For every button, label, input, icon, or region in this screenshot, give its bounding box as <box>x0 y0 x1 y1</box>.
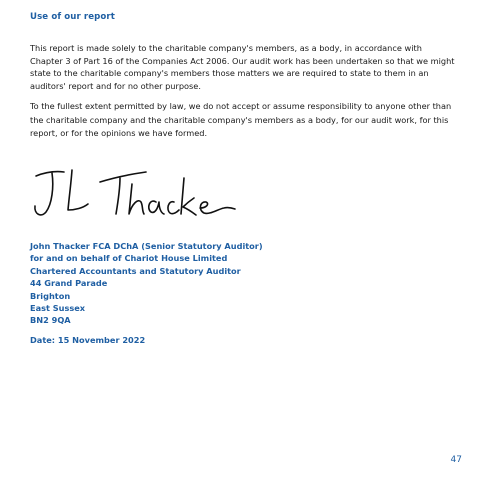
section-heading: Use of our report <box>30 12 115 22</box>
paragraph-use-of-report: This report is made solely to the charitable company's members, as a body, in accordance with Chapter 3 of Part 16 of the Companies Act 2006. Our audit work has been undertaken so that we might state to the charitable company's members those matters we are required to state to them in an auditors' report and for no other purpose. <box>30 43 455 91</box>
page-number: 47 <box>450 455 462 465</box>
auditor-details <box>30 240 263 327</box>
address-street: 44 Grand Parade <box>30 278 108 289</box>
auditor-designation: Chartered Accountants and Statutory Auditor <box>30 265 241 276</box>
address-county: East Sussex <box>30 303 86 314</box>
signature-icon <box>28 162 238 224</box>
report-date: Date: 15 November 2022 <box>30 335 146 345</box>
address-postcode: BN2 9QA <box>30 315 71 326</box>
paragraph-responsibility: To the fullest extent permitted by law, we do not accept or assume responsibility to anyone other than the charitable company and the charitable company's members as a body, for our audit work, for this report, or for the opinions we have formed. <box>30 101 452 138</box>
auditor-name: John Thacker FCA DChA (Senior Statutory Auditor) <box>30 241 263 251</box>
address-city: Brighton <box>30 290 71 301</box>
auditor-firm: for and on behalf of Chariot House Limited <box>30 253 228 264</box>
